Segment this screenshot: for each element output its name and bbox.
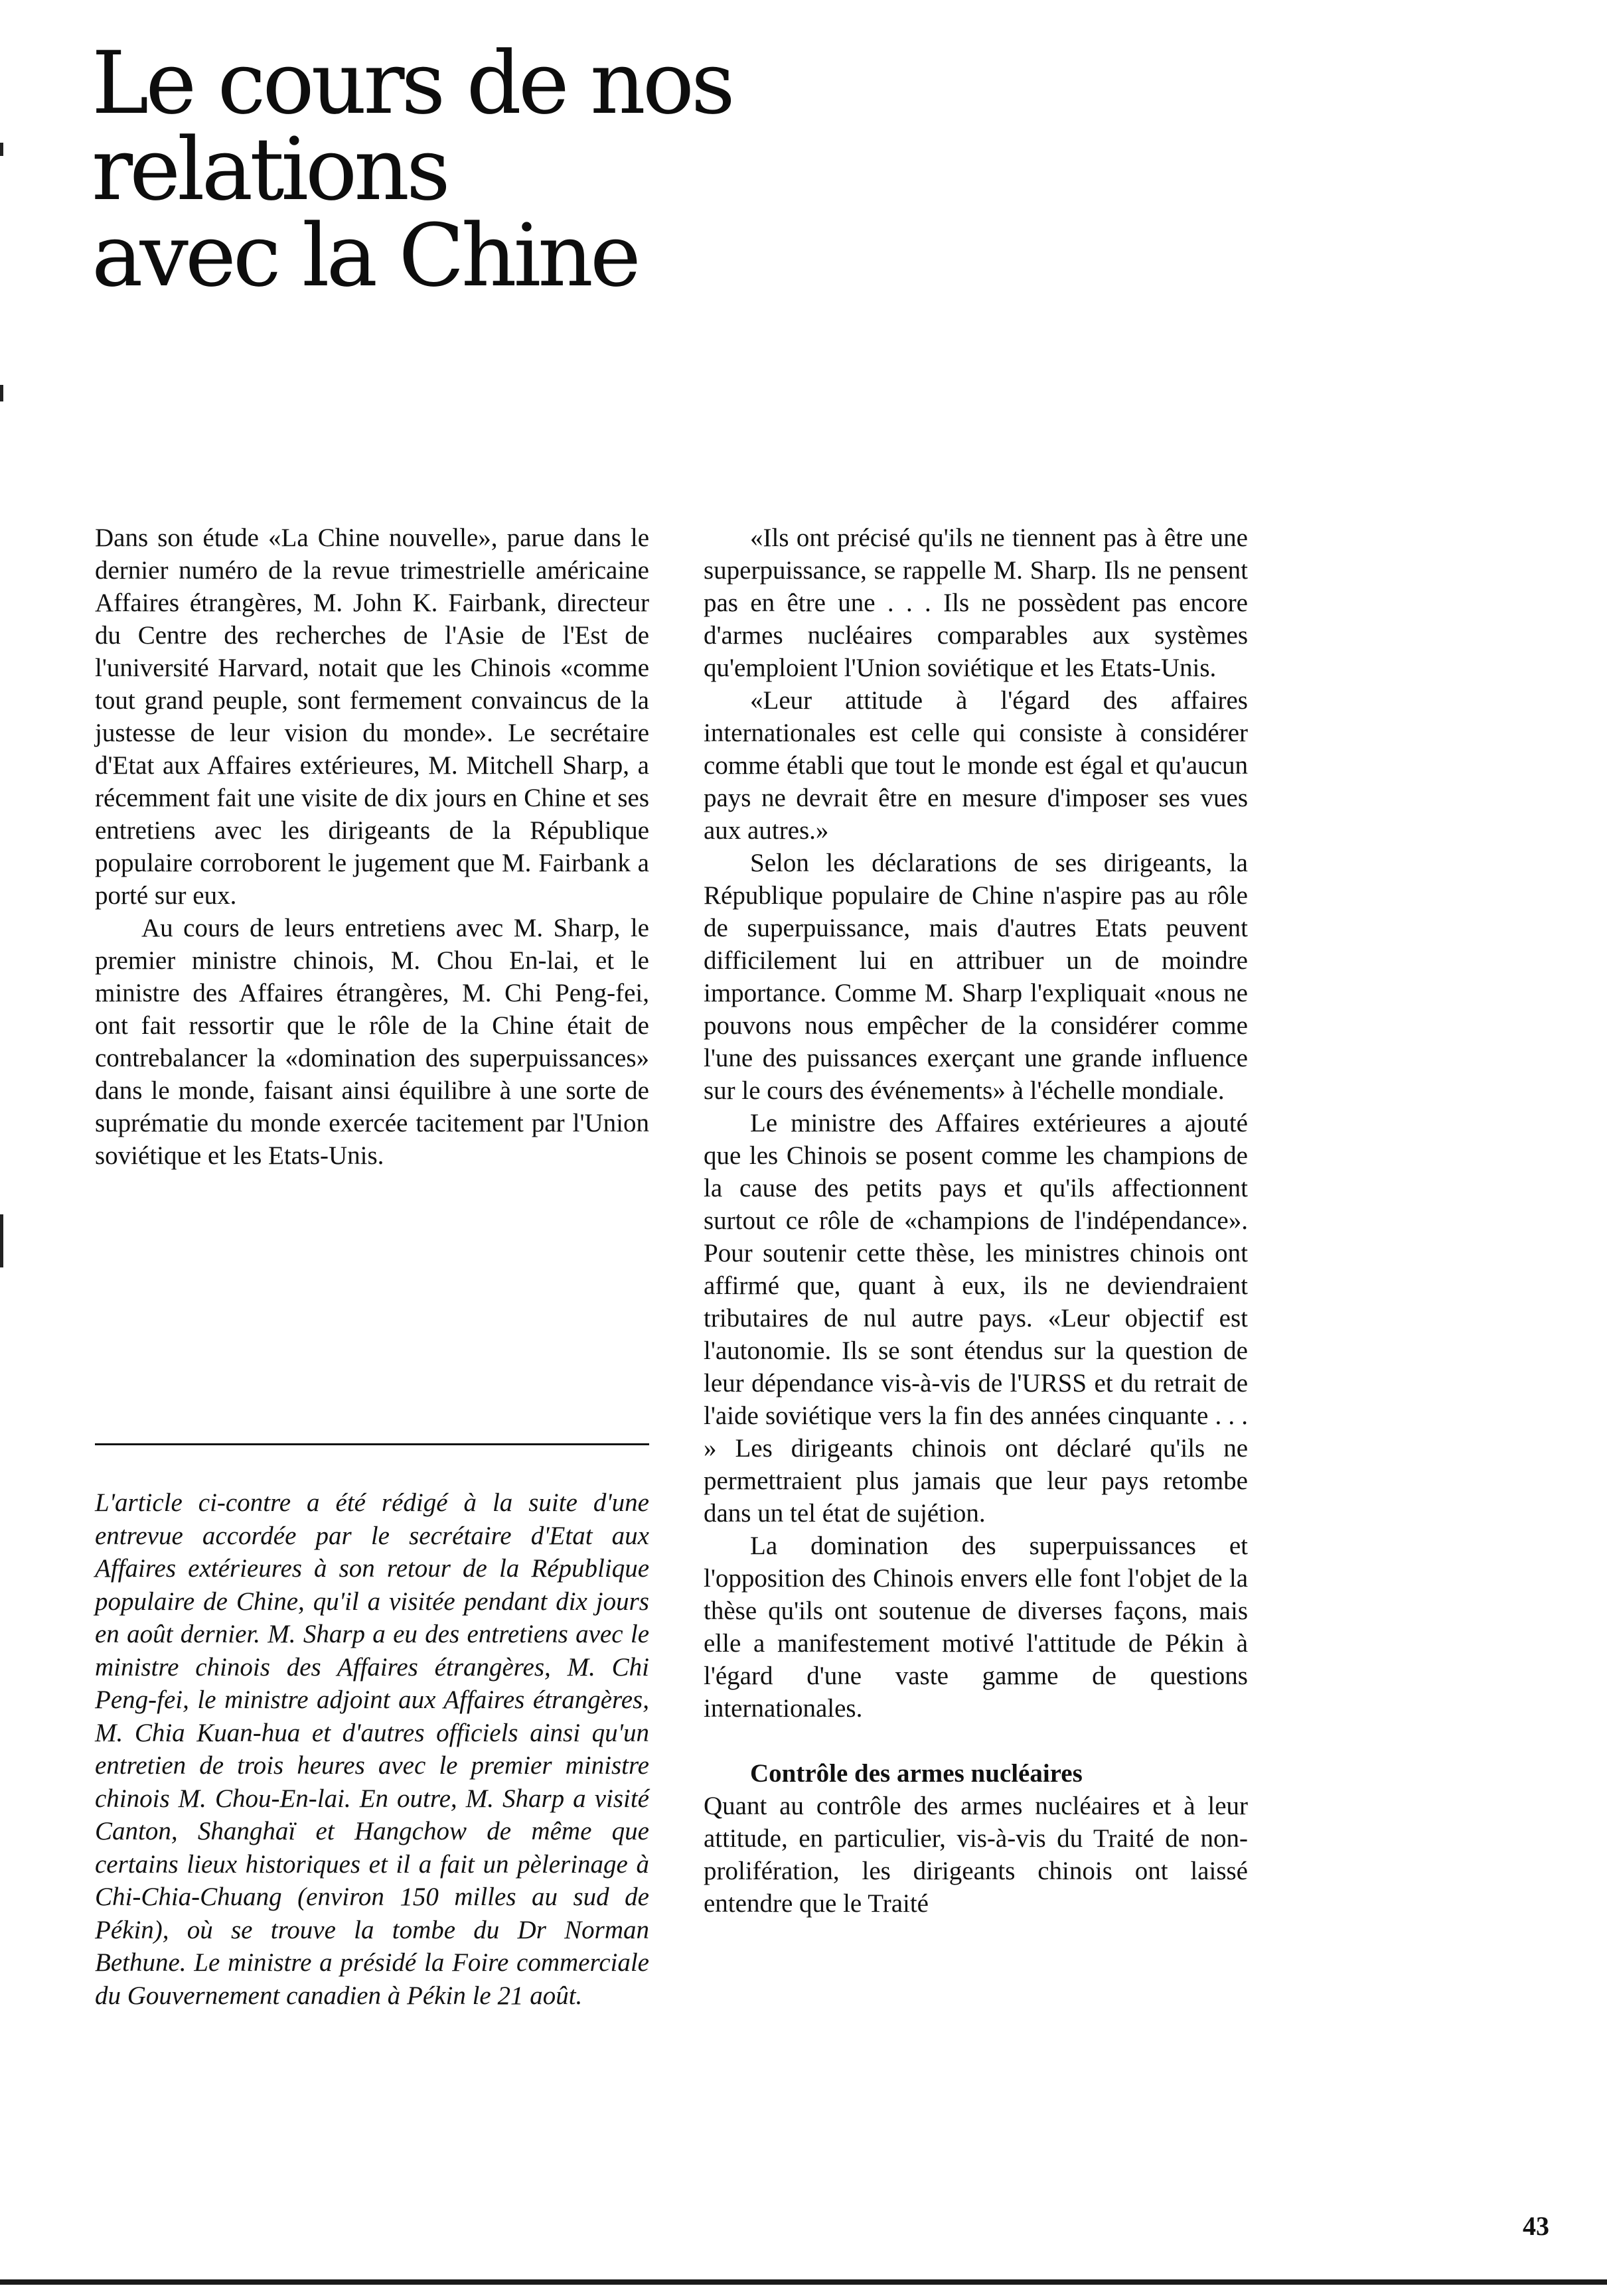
right-column — [704, 522, 1248, 1920]
editor-note — [95, 1486, 649, 2012]
left-column — [95, 522, 649, 1172]
paragraph: «Leur attitude à l'égard des affaires internationales est celle qui consiste à considérer comme établi que tout le monde est égal et qu'aucun pays ne devrait être en mesure d'imposer ses vues aux autres.» — [704, 686, 1248, 845]
paragraph: La domination des superpuissances et l'opposition des Chinois envers elle font l'objet de la thèse qu'ils ont soutenue de diverses façons, mais elle a manifestement motivé l'attitude de Pékin à l'égard d'une vaste gamme de questions internationales. — [704, 1532, 1248, 1723]
section-spacer — [704, 1725, 1248, 1757]
margin-mark — [0, 143, 3, 156]
bottom-edge-rule — [0, 2279, 1607, 2285]
paragraph: Le ministre des Affaires extérieures a ajouté que les Chinois se posent comme les champions de la cause des petits pays et qu'ils affectionnent surtout ce rôle de «champions de l'indépendance». Pour soutenir cette thèse, les ministres chinois ont affirmé que, quant à eux, ils ne deviendraient tributaires de nul autre pays. «Leur objectif est l'autonomie. Ils se sont étendus sur la question de leur dépendance vis-à-vis de l'URSS et du retrait de l'aide soviétique vers la fin des années cinquante . . . » Les dirigeants chinois ont déclaré qu'ils ne permettraient plus jamais que leur pays retombe dans un tel état de sujétion. — [704, 1109, 1248, 1528]
margin-mark — [0, 1214, 3, 1267]
section-heading: Contrôle des armes nucléaires — [750, 1759, 1083, 1788]
paragraph: «Ils ont précisé qu'ils ne tiennent pas à être une superpuissance, se rappelle M. Sharp. Ils ne pensent pas en être une . . . Ils ne possèdent pas encore d'armes nucléaires comparables aux systèmes qu'emploient l'Union soviétique et les Etats-Unis. — [704, 524, 1248, 682]
title-line-2: avec la Chine — [92, 205, 638, 306]
article-title — [92, 33, 1087, 306]
editor-note-text: L'article ci-contre a été rédigé à la suite d'une entrevue accordée par le secrétaire d'Etat aux Affaires extérieures à son retour de la République populaire de Chine, qu'il a visitée pendant dix jours en août dernier. M. Sharp a eu des entretiens avec le ministre chinois des Affaires étrangères, M. Chi Peng-fei, le ministre adjoint aux Affaires étrangères, M. Chia Kuan-hua et d'autres officiels ainsi qu'un entretien de trois heures avec le premier ministre chinois M. Chou-En-lai. En outre, M. Sharp a visité Canton, Shanghaï et Hangchow de même que certains lieux historiques et il a fait un pèlerinage à Chi-Chia-Chuang (environ 150 milles au sud de Pékin), où se trouve la tombe du Dr Norman Bethune. Le ministre a présidé la Foire commerciale du Gouvernement canadien à Pékin le 21 août. — [95, 1488, 649, 2010]
paragraph: Selon les déclarations de ses dirigeants, la République populaire de Chine n'aspire pas au rôle de superpuissance, mais d'autres Etats peuvent difficilement lui en attribuer un de moindre importance. Comme M. Sharp l'expliquait «nous ne pouvons nous empêcher de la considérer comme l'une des puissances exerçant une grande influence sur le cours des événements» à l'échelle mondiale. — [704, 849, 1248, 1105]
divider-rule — [95, 1443, 649, 1445]
margin-mark — [0, 385, 3, 401]
paragraph: Quant au contrôle des armes nucléaires et à leur attitude, en particulier, vis-à-vis du Traité de non-prolifération, les dirigeants chinois ont laissé entendre que le Traité — [704, 1792, 1248, 1918]
paragraph: Au cours de leurs entretiens avec M. Sharp, le premier ministre chinois, M. Chou En-lai, et le ministre des Affaires étrangères, M. Chi Peng-fei, ont fait ressortir que le rôle de la Chine était de contrebalancer la «domination des superpuissances» dans le monde, faisant ainsi équilibre à une sorte de suprématie du monde exercée tacitement par l'Union soviétique et les Etats-Unis. — [95, 914, 649, 1170]
page-number: 43 — [1523, 2211, 1549, 2241]
title-line-1: Le cours de nos relations — [92, 33, 732, 220]
paragraph-intro: Dans son étude «La Chine nouvelle», parue dans le dernier numéro de la revue trimestrielle américaine Affaires étrangères, M. John K. Fairbank, directeur du Centre des recherches de l'Asie de l'Est de l'université Harvard, notait que les Chinois «comme tout grand peuple, sont fermement convaincus de la justesse de leur vision du monde». Le secrétaire d'Etat aux Affaires extérieures, M. Mitchell Sharp, a récemment fait une visite de dix jours en Chine et ses entretiens avec les dirigeants de la République populaire corroborent le jugement que M. Fairbank a porté sur eux. — [95, 524, 649, 910]
